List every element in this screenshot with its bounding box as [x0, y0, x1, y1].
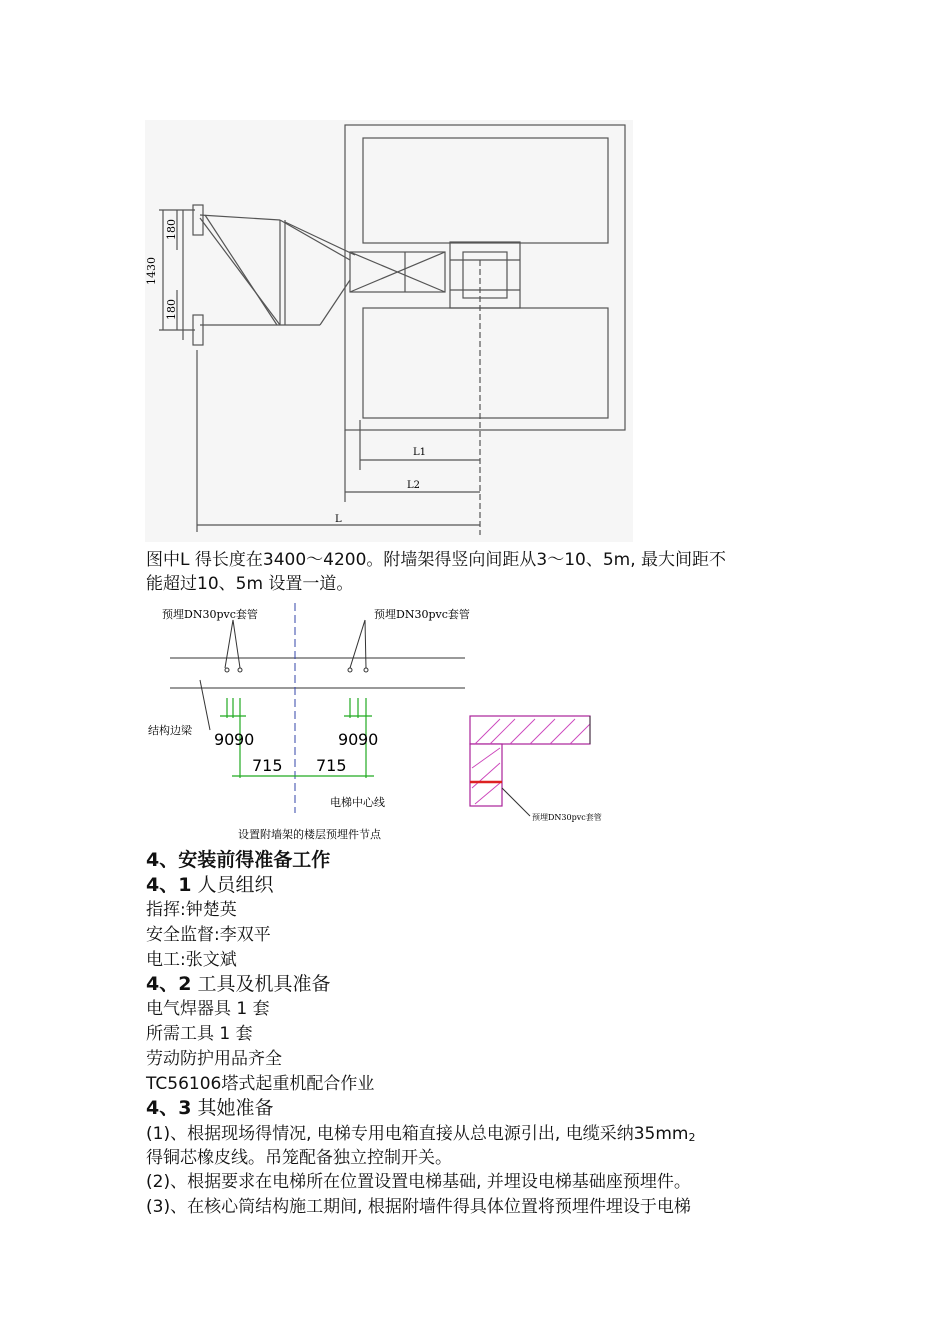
ppe-line: 劳动防护用品齐全 — [146, 1049, 282, 1069]
paragraph-2: (2)、根据要求在电梯所在位置设置电梯基础, 并埋设电梯基础座预埋件。 — [146, 1172, 691, 1192]
crane-line: TC56106塔式起重机配合作业 — [146, 1074, 375, 1094]
beam-label: 结构边梁 — [148, 724, 192, 737]
dim-715-right: 715 — [316, 756, 347, 775]
section-4-3-title: 其她准备 — [191, 1097, 274, 1119]
paragraph-1-text: (1)、根据现场得情况, 电梯专用电箱直接从总电源引出, 电缆采纳35mm — [146, 1124, 689, 1144]
commander-line: 指挥:钟楚英 — [146, 900, 237, 920]
pvc-label-right: 预埋DN30pvc套管 — [374, 608, 470, 621]
dim-90-2: 90 — [234, 730, 255, 749]
dim-L1: L1 — [413, 447, 427, 458]
pvc-label-left: 预埋DN30pvc套管 — [162, 608, 258, 621]
dim-90-1: 90 — [214, 730, 235, 749]
dim-90-4: 90 — [358, 730, 379, 749]
section-4-1-heading — [146, 874, 274, 896]
caption-line-1: 图中L 得长度在3400～4200。附墙架得竖向间距从3～10、5m, 最大间距不 — [146, 550, 727, 570]
dim-180-bottom: 180 — [165, 299, 178, 320]
section-4-1-number: 4、1 — [146, 874, 192, 896]
paragraph-1-line-1 — [146, 1123, 695, 1149]
section-4-3-number: 4、3 — [146, 1097, 192, 1119]
welder-line: 电气焊器具 1 套 — [146, 999, 270, 1019]
electrician-line: 电工:张文斌 — [146, 950, 237, 970]
wall-tie-drawing — [145, 120, 633, 542]
paragraph-1-subscript: 2 — [688, 1131, 696, 1144]
section-4-2-heading — [146, 973, 331, 995]
caption-line-2: 能超过10、5m 设置一道。 — [146, 574, 354, 594]
dim-L: L — [335, 514, 342, 525]
figure2-title: 设置附墙架的楼层预埋件节点 — [238, 828, 381, 841]
section-4-1-title: 人员组织 — [191, 874, 274, 896]
dim-90-3: 90 — [338, 730, 359, 749]
section-4-heading: 4、安装前得准备工作 — [146, 849, 331, 871]
centerline-label: 电梯中心线 — [330, 796, 385, 809]
dim-715-left: 715 — [252, 756, 283, 775]
section-4-3-heading — [146, 1097, 274, 1119]
section-pvc-label: 预埋DN30pvc套管 — [532, 813, 602, 822]
dim-1430: 1430 — [145, 257, 158, 285]
safety-supervisor-line: 安全监督:李双平 — [146, 925, 271, 945]
embedded-parts-drawing — [140, 598, 610, 848]
tools-line: 所需工具 1 套 — [146, 1024, 253, 1044]
dim-L2: L2 — [407, 480, 421, 491]
paragraph-3: (3)、在核心筒结构施工期间, 根据附墙件得具体位置将预埋件埋设于电梯 — [146, 1197, 691, 1217]
section-4-2-number: 4、2 — [146, 973, 192, 995]
dim-180-top: 180 — [165, 219, 178, 240]
paragraph-1-line-2: 得铜芯橡皮线。吊笼配备独立控制开关。 — [146, 1148, 452, 1168]
section-4-2-title: 工具及机具准备 — [191, 973, 331, 995]
